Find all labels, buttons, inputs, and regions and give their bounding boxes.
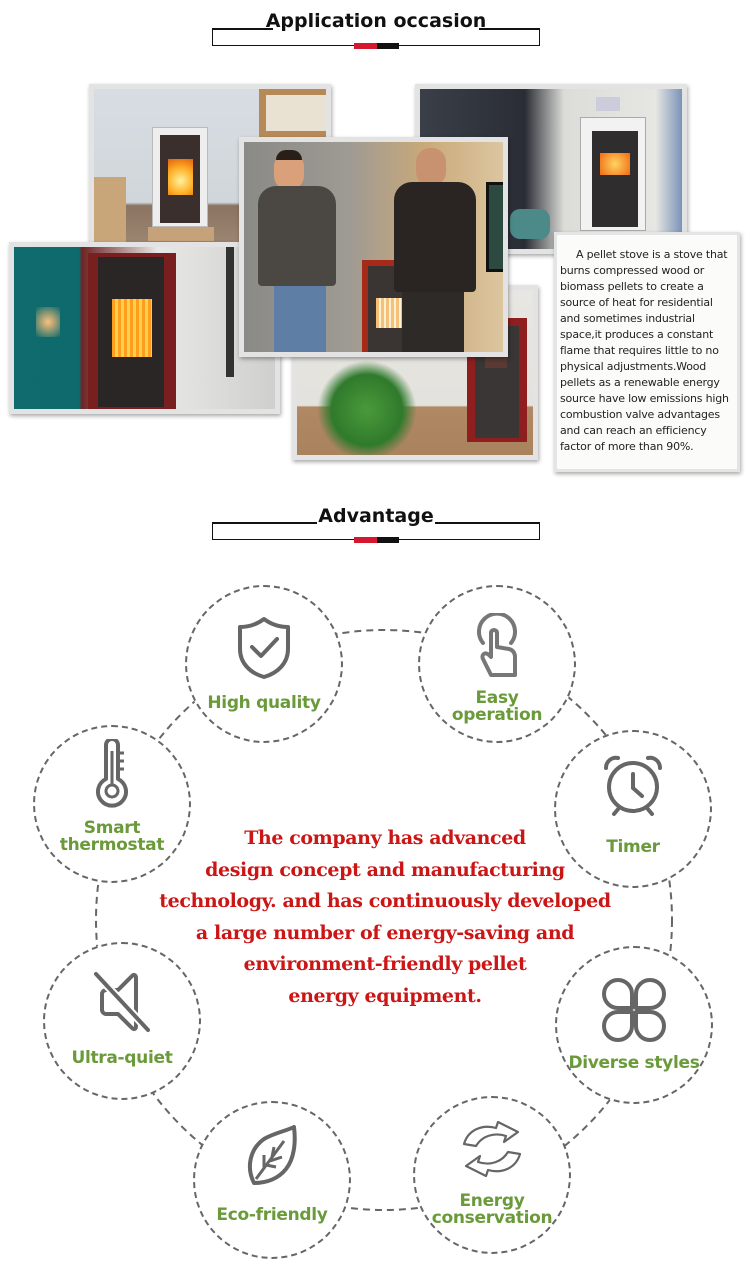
advantage-label: Diverse styles: [568, 1053, 700, 1073]
advantage-label: High quality: [207, 693, 321, 713]
thermometer-icon: [92, 739, 132, 809]
advantage-easy-operation: [418, 585, 576, 743]
advantage-label: Ultra-quiet: [71, 1048, 173, 1068]
statement-line: technology. and has continuously developed: [159, 890, 611, 912]
leaf-icon: [244, 1123, 300, 1189]
statement-line: design concept and manufacturing: [205, 858, 565, 881]
statement-line: energy equipment.: [288, 984, 482, 1007]
advantage-eco-friendly: [193, 1101, 351, 1259]
advantage-label-line2: conservation: [431, 1208, 553, 1228]
pellet-stove-description: A pellet stove is a stove that burns compressed wood or biomass pellets to create a source of heat for residential and sometimes industrial space,it produces a constant flame that requires little to no physical adjustments.Wood pellets as a renewable energy source have low emissions high combustion valve advantages and can reach an efficiency factor of more than 90%.: [554, 232, 740, 472]
shield-check-icon: [234, 615, 294, 681]
advantage-label: Eco-friendly: [216, 1205, 328, 1225]
alarm-clock-icon: [600, 752, 666, 818]
advantage-high-quality: [185, 585, 343, 743]
advantage-label-line2: operation: [451, 705, 543, 725]
advantage-title: Advantage: [318, 505, 434, 527]
hand-pointer-icon: [469, 613, 525, 679]
advantage-label-line1: Energy: [459, 1191, 525, 1211]
statement-line: environment-friendly pellet: [243, 953, 527, 975]
statement-line: a large number of energy-saving and: [195, 921, 575, 944]
advantage-label-line2: thermostat: [59, 835, 165, 855]
recycle-arrows-icon: [460, 1118, 524, 1180]
advantage-label-line1: Easy: [475, 688, 519, 708]
advantage-label: Timer: [606, 837, 660, 857]
advantage-label-line1: Smart: [83, 818, 141, 838]
statement-line: The company has advanced: [244, 827, 526, 849]
company-statement: [120, 823, 650, 1012]
application-title: Application occasion: [265, 10, 487, 32]
advantage-energy-conservation: [413, 1096, 571, 1254]
